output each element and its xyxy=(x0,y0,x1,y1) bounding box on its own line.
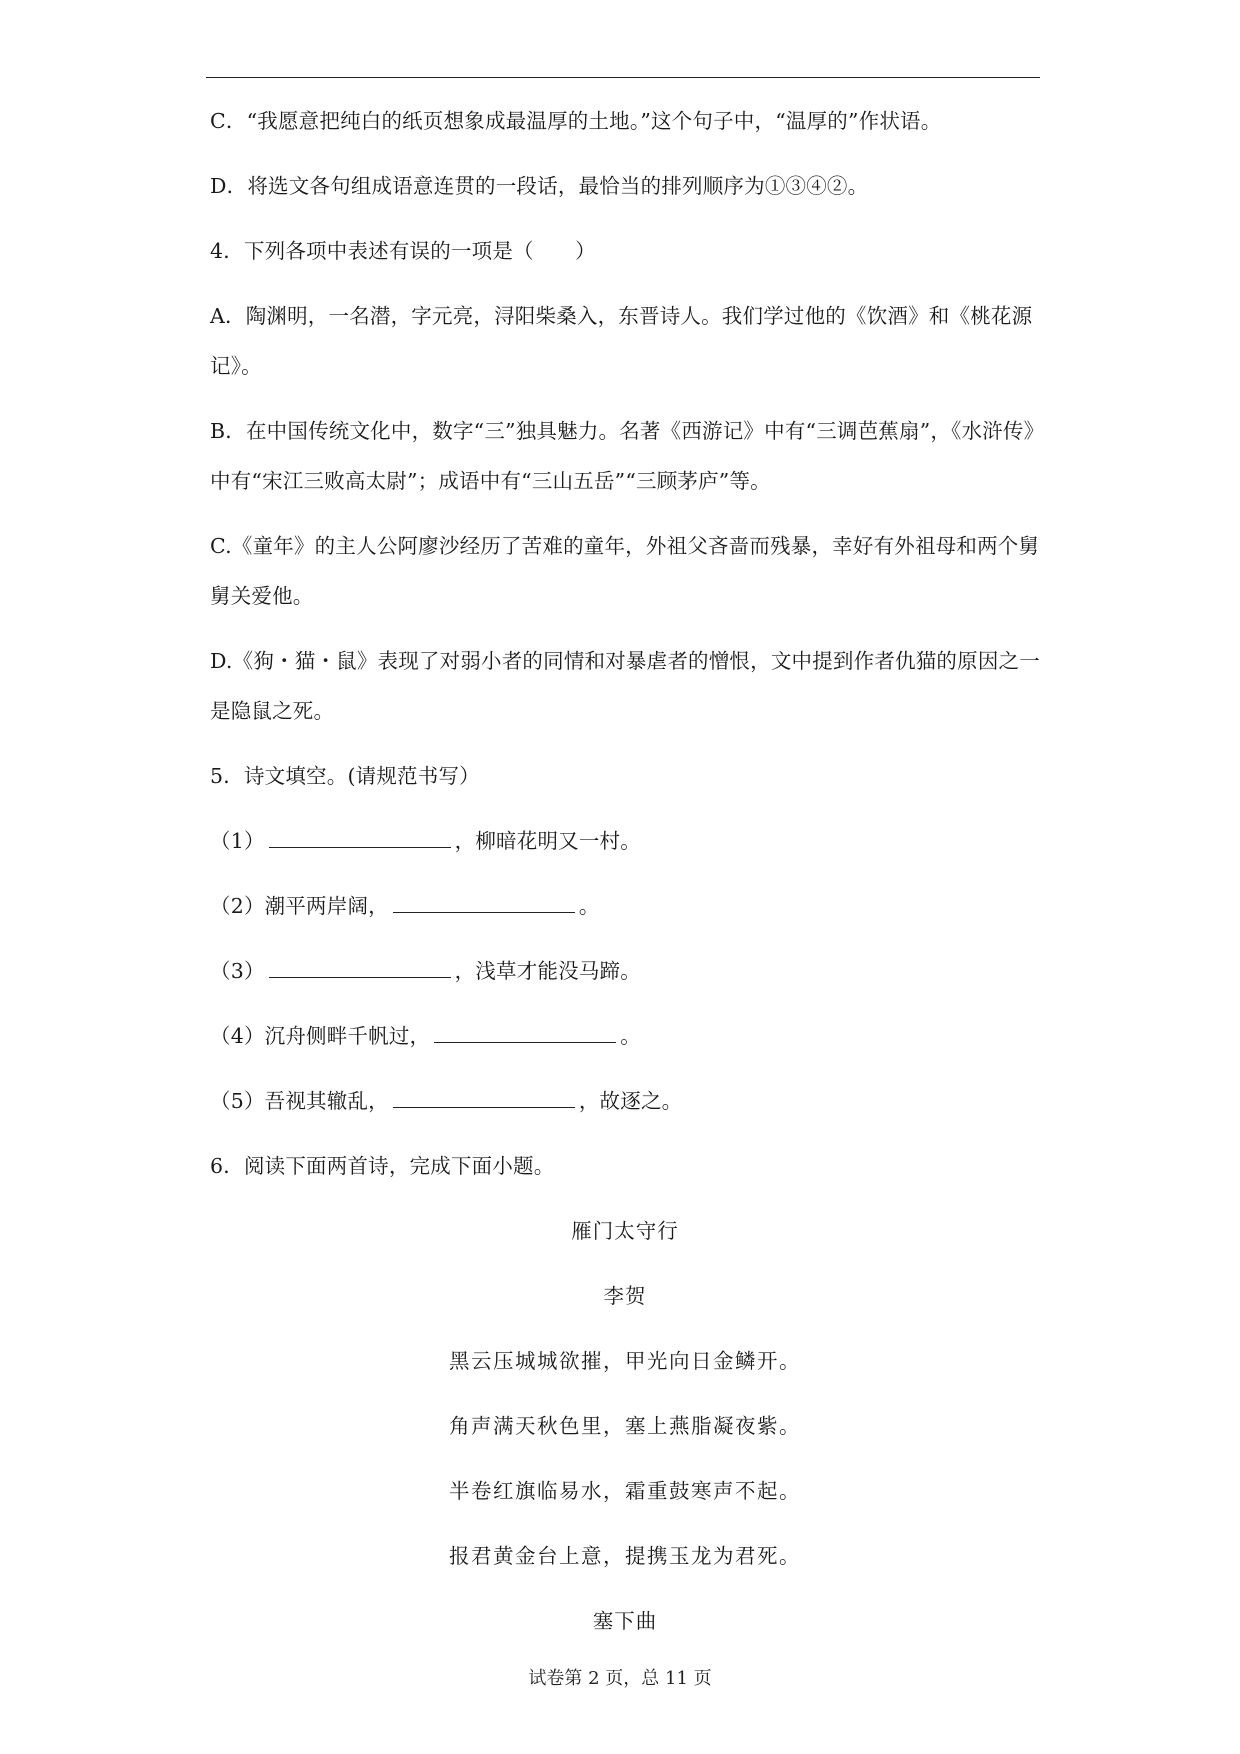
fill-blank[interactable] xyxy=(269,957,451,978)
question-5: 5．诗文填空。(请规范书写） xyxy=(210,764,480,788)
fill-item-3 xyxy=(210,946,1040,996)
fill-blank[interactable] xyxy=(269,827,451,848)
poem-line: 半卷红旗临易水，霜重鼓寒声不起。 xyxy=(449,1479,801,1503)
fill-blank[interactable] xyxy=(434,1022,616,1043)
fill-item-1 xyxy=(210,816,1040,866)
poem-title: 塞下曲 xyxy=(592,1609,658,1633)
fill-item-5 xyxy=(210,1076,1040,1126)
option-c-q4: C.《童年》的主人公阿廖沙经历了苦难的童年，外祖父吝啬而残暴，幸好有外祖母和两个舅舅关爱他。 xyxy=(210,534,1040,608)
option-d-q4: D.《狗・猫・鼠》表现了对弱小者的同情和对暴虐者的憎恨，文中提到作者仇猫的原因之一是隐鼠之死。 xyxy=(210,649,1040,723)
fill-before: 吾视其辙乱， xyxy=(264,1089,389,1113)
fill-number: （3） xyxy=(210,959,265,983)
fill-number: （4） xyxy=(210,1024,265,1048)
question-4: 4．下列各项中表述有误的一项是（ ） xyxy=(210,239,596,263)
option-d-q3: D．将选文各句组成语意连贯的一段话，最恰当的排列顺序为①③④②。 xyxy=(210,174,869,198)
fill-item-2 xyxy=(210,881,1040,931)
question-6: 6．阅读下面两首诗，完成下面小题。 xyxy=(210,1154,555,1178)
fill-after: ，故逐之。 xyxy=(578,1089,683,1113)
poem-line: 角声满天秋色里，塞上燕脂凝夜紫。 xyxy=(449,1414,801,1438)
option-b-q4: B．在中国传统文化中，数字“三”独具魅力。名著《西游记》中有“三调芭蕉扇”，《水浒传》中有“宋江三败高太尉”；成语中有“三山五岳”“三顾茅庐”等。 xyxy=(210,419,1035,493)
fill-after: ，柳暗花明又一村。 xyxy=(454,829,641,853)
fill-number: （1） xyxy=(210,829,265,853)
fill-before: 沉舟侧畔千帆过， xyxy=(264,1024,431,1048)
page-footer: 试卷第 2 页，总 11 页 xyxy=(528,1668,712,1689)
fill-blank[interactable] xyxy=(393,1087,575,1108)
fill-number: （5） xyxy=(210,1089,265,1113)
header-rule xyxy=(206,77,1040,78)
fill-number: （2） xyxy=(210,894,265,918)
fill-item-4 xyxy=(210,1011,1040,1061)
fill-after: 。 xyxy=(578,894,600,918)
fill-blank[interactable] xyxy=(393,892,575,913)
page-content xyxy=(210,96,1040,1661)
option-c-q3: C．“我愿意把纯白的纸页想象成最温厚的土地。”这个句子中，“温厚的”作状语。 xyxy=(210,109,942,133)
poem-title: 雁门太守行 xyxy=(571,1219,679,1243)
poem-line: 报君黄金台上意，提携玉龙为君死。 xyxy=(449,1544,801,1568)
poem-author: 李贺 xyxy=(603,1284,647,1308)
poem-line: 黑云压城城欲摧，甲光向日金鳞开。 xyxy=(449,1349,801,1373)
fill-before: 潮平两岸阔， xyxy=(264,894,389,918)
fill-after: ，浅草才能没马蹄。 xyxy=(454,959,641,983)
option-a-q4: A．陶渊明，一名潜，字元亮，浔阳柴桑入，东晋诗人。我们学过他的《饮酒》和《桃花源记》。 xyxy=(210,304,1033,378)
fill-after: 。 xyxy=(620,1024,641,1048)
